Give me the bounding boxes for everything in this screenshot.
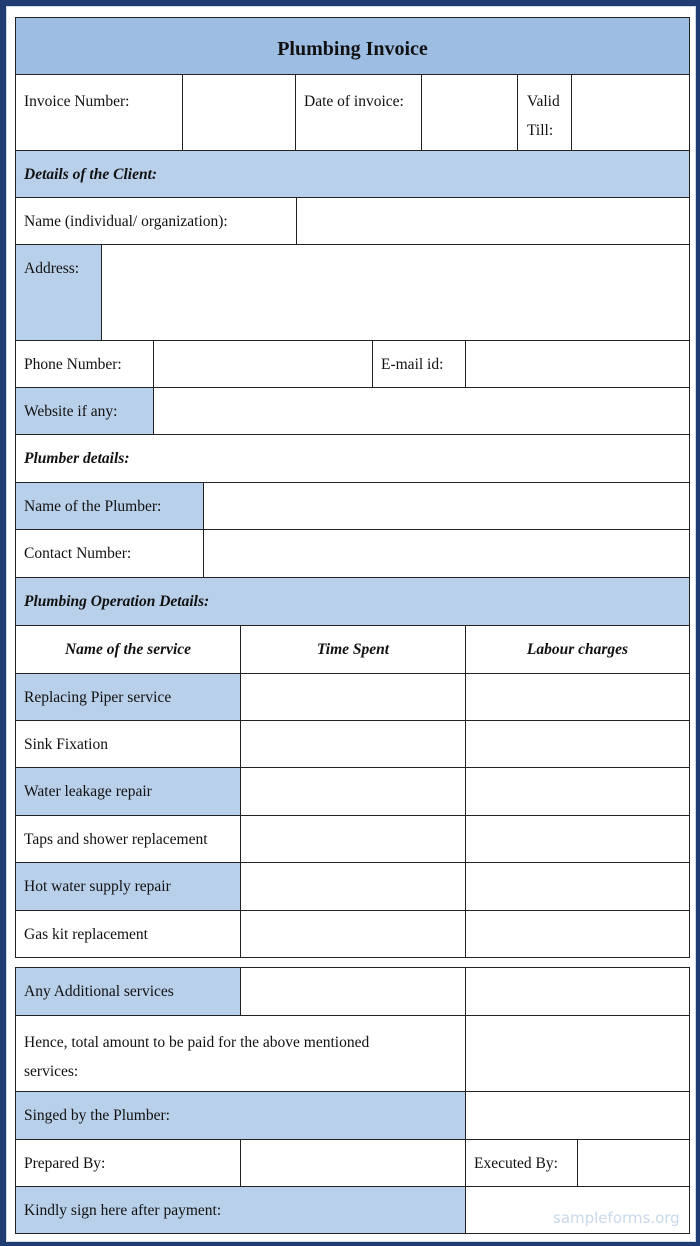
plumber-name-field[interactable] xyxy=(203,482,690,530)
website-label-cell xyxy=(15,387,154,435)
service-name: Replacing Piper service xyxy=(24,689,172,706)
title-bar xyxy=(15,17,690,75)
column-header-time xyxy=(240,625,466,674)
email-field[interactable] xyxy=(465,340,690,388)
service-row-name xyxy=(15,720,241,768)
additional-services-label: Any Additional services xyxy=(24,983,174,1000)
time-spent-field[interactable] xyxy=(240,720,466,768)
plumber-heading: Plumber details: xyxy=(24,450,130,467)
contact-number-label-cell xyxy=(15,529,204,578)
service-row-name xyxy=(15,862,241,911)
labour-charges-field[interactable] xyxy=(465,767,690,816)
column-header-labour xyxy=(465,625,690,674)
service-name: Hot water supply repair xyxy=(24,878,171,895)
phone-label-cell xyxy=(15,340,154,388)
labour-charges-field[interactable] xyxy=(465,862,690,911)
invoice-number-label-cell xyxy=(15,74,183,151)
phone-field[interactable] xyxy=(153,340,373,388)
website-field[interactable] xyxy=(153,387,690,435)
labour-charges-field[interactable] xyxy=(465,720,690,768)
additional-services-field[interactable] xyxy=(240,967,466,1016)
plumber-section-header xyxy=(15,434,690,483)
service-name: Water leakage repair xyxy=(24,783,152,800)
column-header-time-label: Time Spent xyxy=(316,641,390,658)
total-amount-label-cell xyxy=(15,1015,466,1092)
date-of-invoice-label: Date of invoice: xyxy=(304,93,404,110)
date-of-invoice-field[interactable] xyxy=(421,74,518,151)
service-row-name xyxy=(15,767,241,816)
total-amount-label-line2: services: xyxy=(24,1063,79,1080)
service-name: Taps and shower replacement xyxy=(24,831,208,848)
invoice-number-label: Invoice Number: xyxy=(24,93,130,110)
valid-till-field[interactable] xyxy=(571,74,690,151)
total-amount-label-line1: Hence, total amount to be paid for the above mentioned xyxy=(24,1034,370,1051)
page-title: Plumbing Invoice xyxy=(277,38,428,60)
operation-section-header xyxy=(15,577,690,626)
prepared-by-field[interactable] xyxy=(240,1139,466,1187)
additional-services-label-cell xyxy=(15,967,241,1016)
column-header-labour-label: Labour charges xyxy=(526,641,629,658)
prepared-by-label-cell xyxy=(15,1139,241,1187)
date-of-invoice-label-cell xyxy=(295,74,422,151)
labour-charges-field[interactable] xyxy=(465,673,690,721)
prepared-by-label: Prepared By: xyxy=(24,1155,106,1172)
contact-number-label: Contact Number: xyxy=(24,545,132,562)
till-label: Till: xyxy=(527,122,554,139)
address-label: Address: xyxy=(24,260,80,277)
client-section-header xyxy=(15,150,690,198)
plumber-name-label: Name of the Plumber: xyxy=(24,498,162,515)
client-heading: Details of the Client: xyxy=(24,166,158,183)
time-spent-field[interactable] xyxy=(240,862,466,911)
address-field[interactable] xyxy=(101,244,690,341)
column-header-service-label: Name of the service xyxy=(64,641,192,658)
valid-label: Valid xyxy=(527,93,560,110)
labour-charges-field[interactable] xyxy=(465,815,690,863)
service-row-name xyxy=(15,673,241,721)
client-name-label: Name (individual/ organization): xyxy=(24,213,228,230)
time-spent-field[interactable] xyxy=(240,767,466,816)
time-spent-field[interactable] xyxy=(240,673,466,721)
executed-by-label: Executed By: xyxy=(474,1155,558,1172)
phone-label: Phone Number: xyxy=(24,356,122,373)
watermark: sampleforms.org xyxy=(553,1209,680,1227)
labour-charges-field[interactable] xyxy=(465,910,690,958)
plumber-name-label-cell xyxy=(15,482,204,530)
invoice-number-field[interactable] xyxy=(182,74,296,151)
service-row-name xyxy=(15,910,241,958)
signed-by-plumber-field[interactable] xyxy=(465,1091,690,1140)
service-row-name xyxy=(15,815,241,863)
total-amount-field[interactable] xyxy=(465,1015,690,1092)
service-name: Sink Fixation xyxy=(24,736,108,753)
address-label-cell xyxy=(15,244,102,341)
contact-number-field[interactable] xyxy=(203,529,690,578)
additional-services-charges-field[interactable] xyxy=(465,967,690,1016)
client-name-label-cell xyxy=(15,197,297,245)
sign-after-payment-label: Kindly sign here after payment: xyxy=(24,1202,222,1219)
email-label: E-mail id: xyxy=(381,356,444,373)
executed-by-field[interactable] xyxy=(577,1139,690,1187)
sign-after-payment-label-cell xyxy=(15,1186,466,1234)
client-name-field[interactable] xyxy=(296,197,690,245)
invoice-sheet xyxy=(6,6,696,1242)
signed-by-plumber-label-cell xyxy=(15,1091,466,1140)
operation-heading: Plumbing Operation Details: xyxy=(24,593,210,610)
column-header-service xyxy=(15,625,241,674)
email-label-cell xyxy=(372,340,466,388)
valid-till-label-cell xyxy=(517,74,572,151)
website-label: Website if any: xyxy=(24,403,118,420)
signed-by-plumber-label: Singed by the Plumber: xyxy=(24,1107,170,1124)
executed-by-label-cell xyxy=(465,1139,578,1187)
time-spent-field[interactable] xyxy=(240,815,466,863)
time-spent-field[interactable] xyxy=(240,910,466,958)
service-name: Gas kit replacement xyxy=(24,926,148,943)
